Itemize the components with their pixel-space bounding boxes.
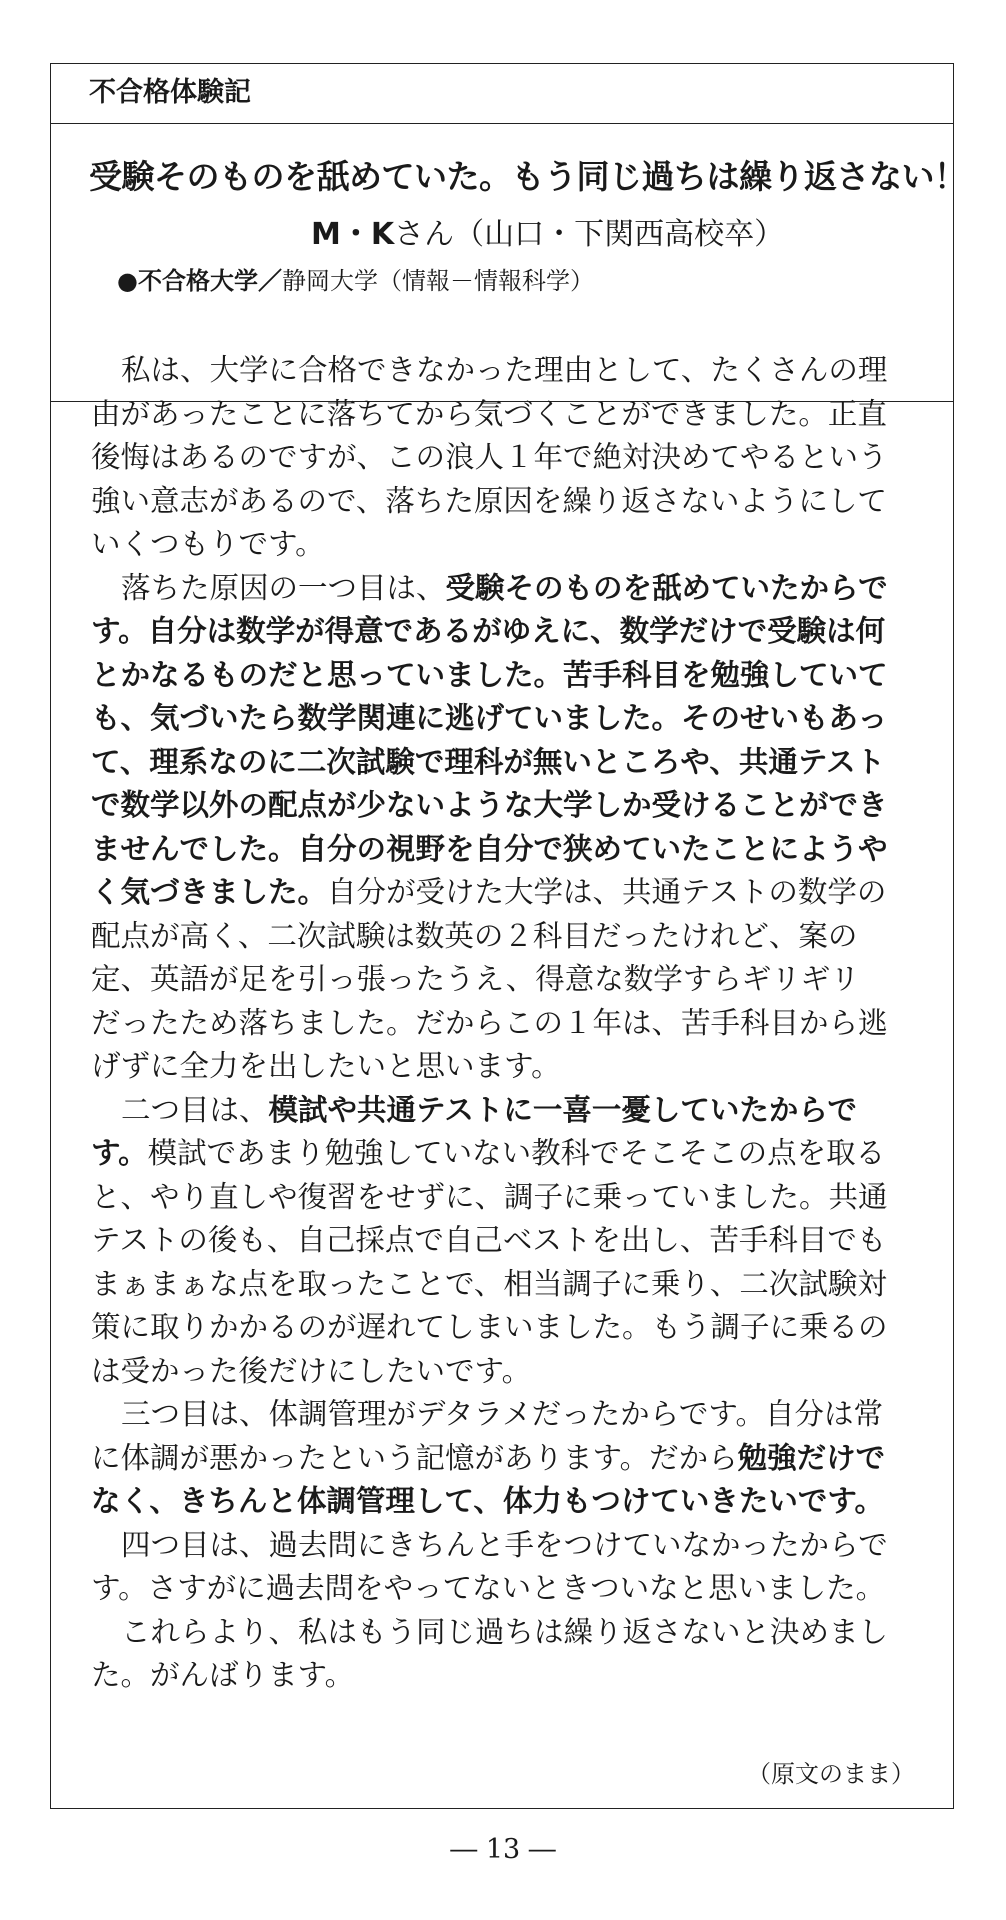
author-line: [311, 216, 784, 254]
body-emphasis: ませんでした。自分の視野を自分で狭めていたことにようや: [91, 831, 888, 866]
body-line: [91, 1437, 915, 1481]
body-line: 定、英語が足を引っ張ったうえ、得意な数学すらギリギリ: [91, 962, 860, 996]
section-label: 不合格体験記: [89, 77, 251, 108]
article-headline: 受験そのものを舐めていた。もう同じ過ちは繰り返さない！: [89, 157, 967, 196]
body-line: 策に取りかかるのが遅れてしまいました。もう調子に乗るの: [91, 1310, 888, 1344]
failed-university-line: [117, 266, 594, 297]
body-line: す。さすがに過去問をやってないときついなと思いました。: [91, 1571, 886, 1605]
body-line: 由があったことに落ちてから気づくことができました。正直: [91, 396, 887, 431]
body-emphasis: 受験そのものを舐めていたからで: [445, 570, 888, 605]
body-line: 私は、大学に合格できなかった理由として、たくさんの理: [121, 353, 888, 387]
body-emphasis: 勉強だけで: [737, 1440, 886, 1475]
body-line: [91, 828, 915, 872]
body-emphasis: す。自分は数学が得意であるがゆえに、数学だけで受験は何: [91, 614, 886, 648]
body-line: だったため落ちました。だからこの１年は、苦手科目から逃: [91, 1005, 888, 1040]
body-line: [91, 741, 915, 785]
author-initials: M・K: [311, 217, 395, 252]
body-line: [91, 610, 915, 654]
body-line: [91, 1089, 915, 1133]
body-line: [91, 654, 915, 698]
body-text: に体調が悪かったという記憶があります。だから: [91, 1440, 738, 1475]
body-text: 落ちた原因の一つ目は、: [121, 570, 446, 605]
body-line: テストの後も、自己採点で自己ベストを出し、苦手科目でも: [91, 1223, 887, 1257]
failed-university-label: ●不合格大学／: [117, 267, 282, 295]
body-line: [91, 1132, 915, 1176]
body-emphasis: とかなるものだと思っていました。苦手科目を勉強していて: [91, 657, 888, 692]
body-line: [91, 697, 915, 741]
article-body: [91, 349, 915, 1698]
body-emphasis: 模試や共通テストに一喜一憂していたからで: [268, 1092, 858, 1127]
body-emphasis: なく、きちんと体調管理して、体力もつけていきたいです。: [91, 1484, 884, 1518]
body-line: た。がんばります。: [91, 1658, 355, 1692]
body-text: 二つ目は、: [121, 1092, 269, 1127]
body-emphasis: で数学以外の配点が少ないような大学しか受けることができ: [91, 788, 888, 822]
body-line: 四つ目は、過去問にきちんと手をつけていなかったからで: [121, 1527, 888, 1562]
article-frame: [50, 63, 967, 1809]
body-line: と、やり直しや復習をせずに、調子に乗っていました。共通: [91, 1179, 888, 1214]
body-line: [91, 784, 915, 828]
body-line: げずに全力を出したいと思います。: [91, 1049, 561, 1083]
author-school: さん（山口・下関西高校卒）: [394, 217, 785, 252]
body-line: 配点が高く、二次試験は数英の２科目だったけれど、案の: [91, 918, 858, 953]
section-header-band: [51, 64, 953, 124]
body-text: 模試であまり勉強していない教科でそこそこの点を取る: [147, 1136, 886, 1170]
body-emphasis: す。: [91, 1136, 148, 1170]
body-line: 後悔はあるのですが、この浪人１年で絶対決めてやるという: [91, 440, 888, 474]
body-line: まぁまぁな点を取ったことで、相当調子に乗り、二次試験対: [91, 1266, 887, 1301]
body-emphasis: も、気づいたら数学関連に逃げていました。そのせいもあっ: [91, 701, 888, 735]
body-text: 自分が受けた大学は、共通テストの数学の: [327, 875, 887, 909]
body-line: いくつもりです。: [91, 527, 325, 561]
body-line: これらより、私はもう同じ過ちは繰り返さないと決めまし: [121, 1614, 889, 1649]
body-emphasis: て、理系なのに二次試験で理科が無いところや、共通テスト: [91, 744, 886, 779]
body-line: [91, 871, 915, 915]
original-text-note: （原文のまま）: [747, 1760, 915, 1788]
body-emphasis: く気づきました。: [91, 875, 328, 909]
body-line: は受かった後だけにしたいです。: [91, 1353, 532, 1388]
page-number: ― 13 ―: [450, 1834, 556, 1865]
body-line: 強い意志があるので、落ちた原因を繰り返さないようにして: [91, 483, 887, 518]
failed-university-value: 静岡大学（情報－情報科学）: [281, 267, 594, 295]
body-line: [91, 567, 915, 611]
body-line: [91, 1480, 915, 1524]
body-line: 三つ目は、体調管理がデタラメだったからです。自分は常: [121, 1397, 883, 1431]
